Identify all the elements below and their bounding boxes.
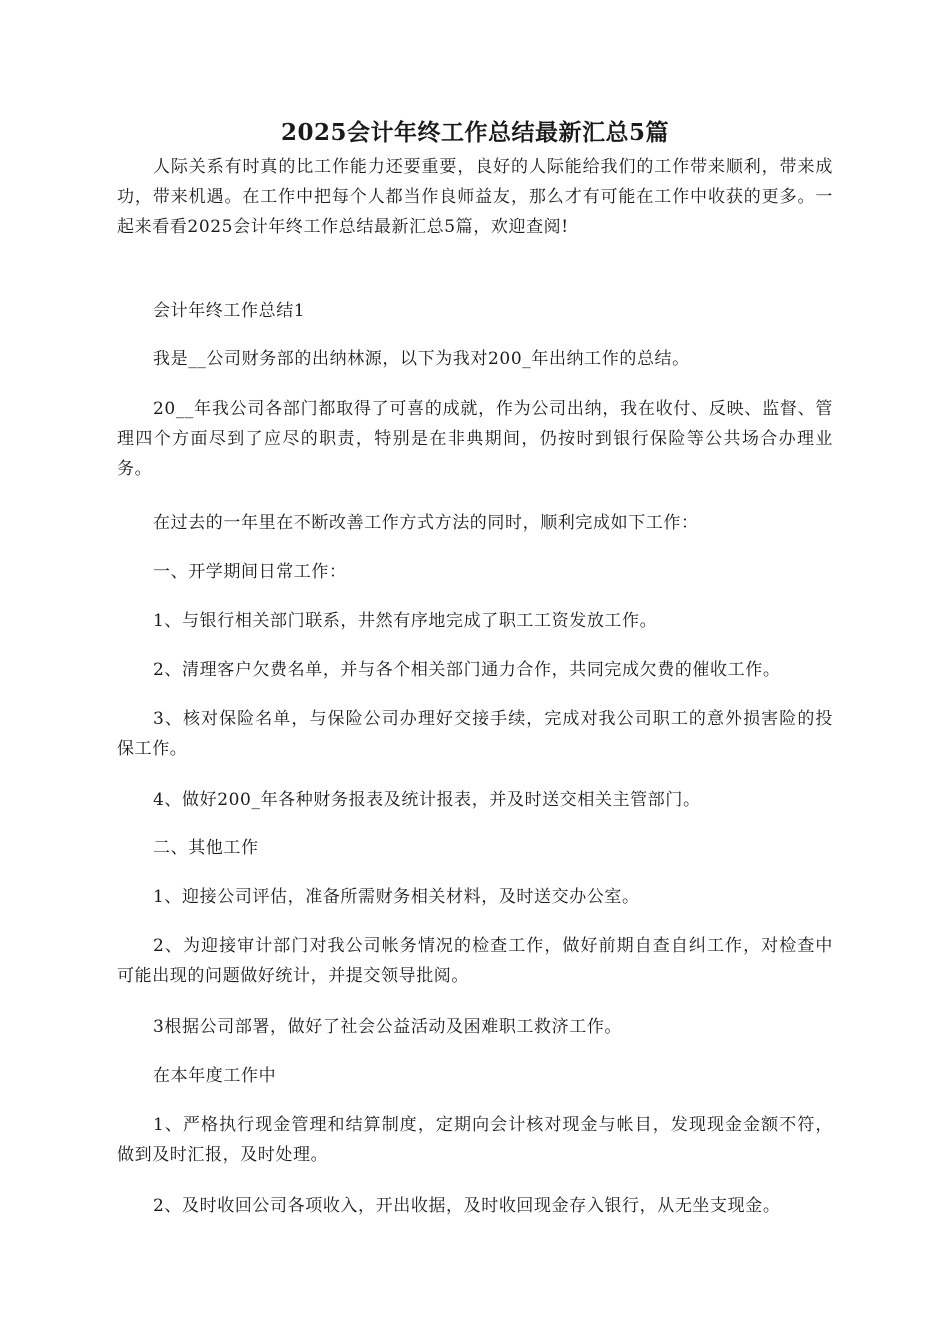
intro-paragraph: 人际关系有时真的比工作能力还要重要，良好的人际能给我们的工作带来顺利，带来成功，带来机遇。在工作中把每个人都当作良师益友，那么才有可能在工作中收获的更多。一起来看看2025会计年终工作总结最新汇总5篇，欢迎查阅! [117, 157, 833, 237]
document-title: 2025会计年终工作总结最新汇总5篇 [280, 119, 670, 146]
list-item: 1、严格执行现金管理和结算制度，定期向会计核对现金与帐目，发现现金金额不符，做到及时汇报，及时处理。 [117, 1115, 833, 1165]
list-item: 2、清理客户欠费名单，并与各个相关部门通力合作，共同完成欠费的催收工作。 [153, 660, 781, 680]
section-heading-summary-1: 会计年终工作总结1 [153, 301, 306, 321]
list-item: 3、核对保险名单，与保险公司办理好交接手续，完成对我公司职工的意外损害险的投保工作。 [117, 709, 833, 759]
list-heading: 一、开学期间日常工作： [153, 562, 347, 582]
list-item: 2、为迎接审计部门对我公司帐务情况的检查工作，做好前期自查自纠工作，对检查中可能出现的问题做好统计，并提交领导批阅。 [117, 936, 833, 986]
list-heading: 在本年度工作中 [153, 1066, 277, 1086]
body-paragraph: 20__年我公司各部门都取得了可喜的成就，作为公司出纳，我在收付、反映、监督、管理四个方面尽到了应尽的职责，特别是在非典期间，仍按时到银行保险等公共场合办理业务。 [117, 399, 833, 479]
list-item: 3根据公司部署，做好了社会公益活动及困难职工救济工作。 [153, 1017, 623, 1037]
list-heading: 二、其他工作 [153, 838, 259, 858]
list-item: 1、迎接公司评估，准备所需财务相关材料，及时送交办公室。 [153, 887, 640, 907]
body-paragraph: 我是__公司财务部的出纳林源，以下为我对200_年出纳工作的总结。 [153, 349, 690, 369]
list-item: 4、做好200_年各种财务报表及统计报表，并及时送交相关主管部门。 [153, 790, 701, 810]
body-paragraph: 在过去的一年里在不断改善工作方式方法的同时，顺利完成如下工作： [153, 513, 699, 533]
list-item: 2、及时收回公司各项收入，开出收据，及时收回现金存入银行，从无坐支现金。 [153, 1196, 781, 1216]
list-item: 1、与银行相关部门联系，井然有序地完成了职工工资发放工作。 [153, 611, 658, 631]
